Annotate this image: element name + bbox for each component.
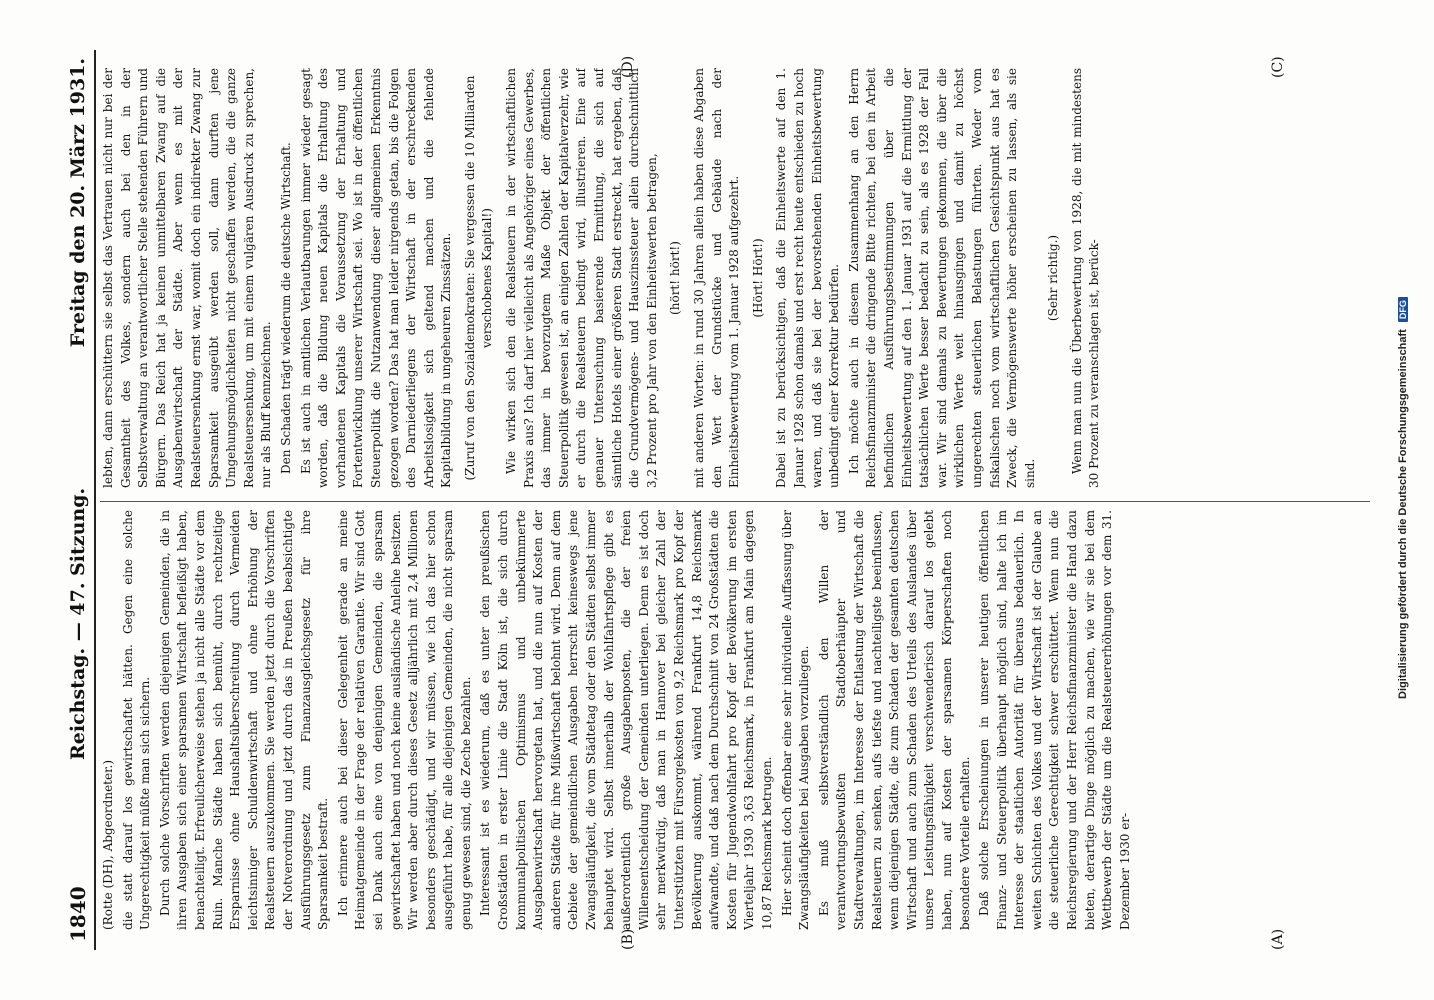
paragraph: mit anderen Worten: in rund 30 Jahren allein haben diese Abgaben den Wert der Grundstücke und Gebäude nach der Einheitsbewertung vom 1. Januar 1928 aufgezehrt. <box>692 68 742 488</box>
right-column <box>100 68 1370 488</box>
session-date: Freitag den 20. März 1931. <box>67 58 89 348</box>
session-title: Reichstag. — 47. Sitzung. <box>67 487 89 760</box>
paragraph: Hier scheint doch offenbar eine sehr individuelle Auffassung über Zwangsläufigkeiten bei Ausgaben vorzuliegen. <box>779 510 812 930</box>
margin-letter-d: (D) <box>620 55 636 78</box>
paragraph: Interessant ist es wiederum, daß es unter den preußischen Großstädten in erster Linie die Stadt Köln ist, die sich durch kommunalpolitischen Optimismus und unbekümmerte Ausgabenwirtschaft hervorgetan hat, und die nun auf Kosten der anderen Städte für ihre Mißwirtschaft belohnt wird. Denn auf dem Gebiete der gemeindlichen Ausgaben herrscht keineswegs jene Zwangsläufigkeit, die vom Städtetag oder den Städten selbst immer behauptet wird. Selbst innerhalb der Wohlfahrtspflege gibt es außerordentlich große Ausgabenposten, die der freien Willensentscheidung der Gemeinden unterliegen. Denn es ist doch sehr merkwürdig, daß man in Hannover bei gleicher Zahl der Unterstützten mit Fürsorgekosten von 9,2 Reichsmark pro Kopf der Bevölkerung auskommt, während Frankfurt 14,8 Reichsmark aufwandte, und daß nach dem Durchschnitt von 24 Großstädten die Kosten für Jugendwohlfahrt pro Kopf der Bevölkerung im ersten Vierteljahr 1930 3,63 Reichsmark, in Frankfurt am Main dagegen 10,87 Reichsmark betrugen. <box>478 510 774 930</box>
margin-letter-a: (A) <box>1270 928 1286 950</box>
credit-text <box>1397 118 1409 878</box>
paragraph: Ich möchte auch in diesem Zusammenhang an den Herrn Reichsfinanzminister die dringende Bitte richten, bei den in Arbeit befindlichen Ausführungsbestimmungen über die Einheitsbewertung auf den 1. Januar 1931 auf die Ermittlung der tatsächlichen Werte besser bedacht zu sein, als es 1928 der Fall war. Wir sind damals zu Bewertungen gekommen, die über die wirklichen Werte weit hinausgingen und damit zu höchst ungerechten steuerlichen Belastungen führten. Weder vom fiskalischen noch vom wirtschaftlichen Gesichtspunkt aus hat es Zweck, die Vermögenswerte höher erscheinen zu lassen, als sie sind. <box>846 68 1037 488</box>
paragraph: Wenn man nun die Überbewertung von 1928, die mit mindestens 30 Prozent zu veranschlagen ist, berück- <box>1069 68 1102 488</box>
left-column <box>100 510 1370 930</box>
digitization-credit <box>1381 0 1426 1000</box>
rotated-document-page <box>60 50 1380 950</box>
paragraph: Ich erinnere auch bei dieser Gelegenheit gerade an meine Heimatgemeinde in der Frage der relativen Garantie. Wir sind Gott sei Dank auch eine von denjenigen Gemeinden, die sparsam gewirtschaftet haben und noch keine ausländische Anleihe besitzen. Wir werden aber durch dieses Gesetz alljährlich mit 2,4 Millionen besonders geschädigt, und wir müssen, wie ich das hier schon ausgeführt habe, für alle diejenigen Gemeinden, die nicht sparsam genug gewesen sind, die Zeche bezahlen. <box>335 510 473 930</box>
credit-line: Digitalisierung gefördert durch die Deutsche Forschungsgemeinschaft <box>1397 329 1409 699</box>
paragraph: Es muß selbstverständlich den Willen der verantwortungsbewußten Stadtoberhäupter und Stadtverwaltungen, im Interesse der Entlastung der Wirtschaft die Realsteuern zu senken, aufs tiefste und nachteiligste beeinflussen, wenn diejenigen Städte, die zum Schaden der gesamten deutschen Wirtschaft und auch zum Schaden des Urteils des Auslandes über unsere Leistungsfähigkeit verschwenderisch darauf los gelebt haben, nun auf Kosten der sparsamen Körperschaften noch besondere Vorteile erhalten. <box>816 510 972 930</box>
page-header <box>60 50 96 950</box>
paragraph: die statt darauf los gewirtschaftet hätten. Gegen eine solche Ungerechtigkeit müßte man sich sichern. <box>120 510 153 930</box>
column-divider <box>100 501 1370 502</box>
speaker-label: (Rotte (DH), Abgeordneter.) <box>101 759 115 930</box>
paragraph: Durch solche Vorschriften werden diejenigen Gemeinden, die in ihren Ausgaben sich einer sparsamen Wirtschaft befleißigt haben, benachteiligt. Erfreulicherweise stehen ja nicht alle Städte vor dem Ruin. Manche Städte haben sich bemüht, durch rechtzeitige Ersparnisse ohne Haushaltsüberschreitung durch Vermeiden leichtsinniger Schuldenwirtschaft und ohne Erhöhung der Realsteuern auszukommen. Sie werden jetzt durch die Vorschriften der Notverordnung und jetzt durch das in Preußen beabsichtigte Ausführungsgesetz zum Finanzausgleichsgesetz für ihre Sparsamkeit bestraft. <box>157 510 331 930</box>
paragraph: lebten, dann erschüttern sie selbst das Vertrauen nicht nur bei der Gesamtheit des Volkes, sondern auch bei den in der Selbstverwaltung an verantwortlicher Stelle stehenden Führern und Bürgern. Das Reich hat ja keinen unmittelbaren Zwang auf die Ausgabenwirtschaft der Städte. Aber wenn es mit der Realsteuersenkung ernst war, womit doch ein indirekter Zwang zur Sparsamkeit ausgeübt werden soll, dann durften jene Umgehungsmöglichkeiten nicht geschaffen werden, die die ganze Realsteuersenkung, um mit einem vulgären Ausdruck zu sprechen, nur als Bluff kennzeichnen. <box>101 68 274 488</box>
paragraph: Dabei ist zu berücksichtigen, daß die Einheitswerte auf den 1. Januar 1928 schon damals und erst recht heute entschieden zu hoch waren, und daß sie bei der bevorstehenden Einheitsbewertung unbedingt einer Korrektur bedürfen. <box>774 68 842 488</box>
dfg-logo: DFG <box>1398 297 1408 322</box>
interjection: (Sehr richtig.) <box>1046 234 1061 322</box>
interjection: (Hört! Hört!) <box>750 238 765 318</box>
interjection: (Zuruf von den Sozialdemokraten: Sie vergessen die 10 Milliarden verschobenes Kapital!) <box>462 75 495 481</box>
margin-letter-b: (B) <box>620 928 636 950</box>
page-number: 1840 <box>66 886 90 942</box>
paragraph: Es ist auch in amtlichen Verlautbarungen immer wieder gesagt worden, daß die Bildung neuen Kapitals die Erhaltung des vorhandenen Kapitals die Voraussetzung der Erhaltung und Fortentwicklung unserer Wirtschaft sei. Wo ist in der öffentlichen Steuerpolitik die Nutzanwendung dieser allgemeinen Erkenntnis gezogen worden? Das hat man leider nirgends getan, bis die Folgen des Darniederliegens der Wirtschaft in der erschreckenden Arbeitslosigkeit sich geltend machen und die fehlende Kapitalbildung in ungeheuren Zinssätzen. <box>298 68 454 488</box>
interjection: (hört! hört!) <box>668 241 683 315</box>
margin-letter-c: (C) <box>1270 56 1286 78</box>
paragraph: Den Schaden trägt wiederum die deutsche Wirtschaft. <box>278 142 293 474</box>
paragraph: Daß solche Erscheinungen in unserer heutigen öffentlichen Finanz- und Steuerpolitik überhaupt möglich sind, halte ich im Interesse der staatlichen Autorität für überaus bedauerlich. In weiten Schichten des Volkes und der Wirtschaft ist der Glaube an die steuerliche Gerechtigkeit schwer erschüttert. Wenn nun die Reichsregierung und der Herr Reichsfinanzminister die Hand dazu bieten, derartige Dinge möglich zu machen, wie wir sie bei dem Wettbewerb der Städte um die Realsteuererhöhungen vor dem 31. Dezember 1930 er- <box>977 510 1132 930</box>
paragraph: Wie wirken sich den die Realsteuern in der wirtschaftlichen Praxis aus? Ich darf hier vielleicht als Angehöriger eines Gewerbes, das immer in bevorzugtem Maße Objekt der öffentlichen Steuerpolitik gewesen ist, an einigen Zahlen der Kapitalverzehr, wie er durch die Realsteuern bedingt wird, illustrieren. Eine auf genauer Untersuchung basierende Ermittlung, die sich auf sämtliche Hotels einer größeren Stadt erstreckt, hat ergeben, daß die Grundvermögens- und Hauszinssteuer allein durchschnittlich 3,2 Prozent pro Jahr von den Einheitswerten betragen, <box>504 68 659 488</box>
